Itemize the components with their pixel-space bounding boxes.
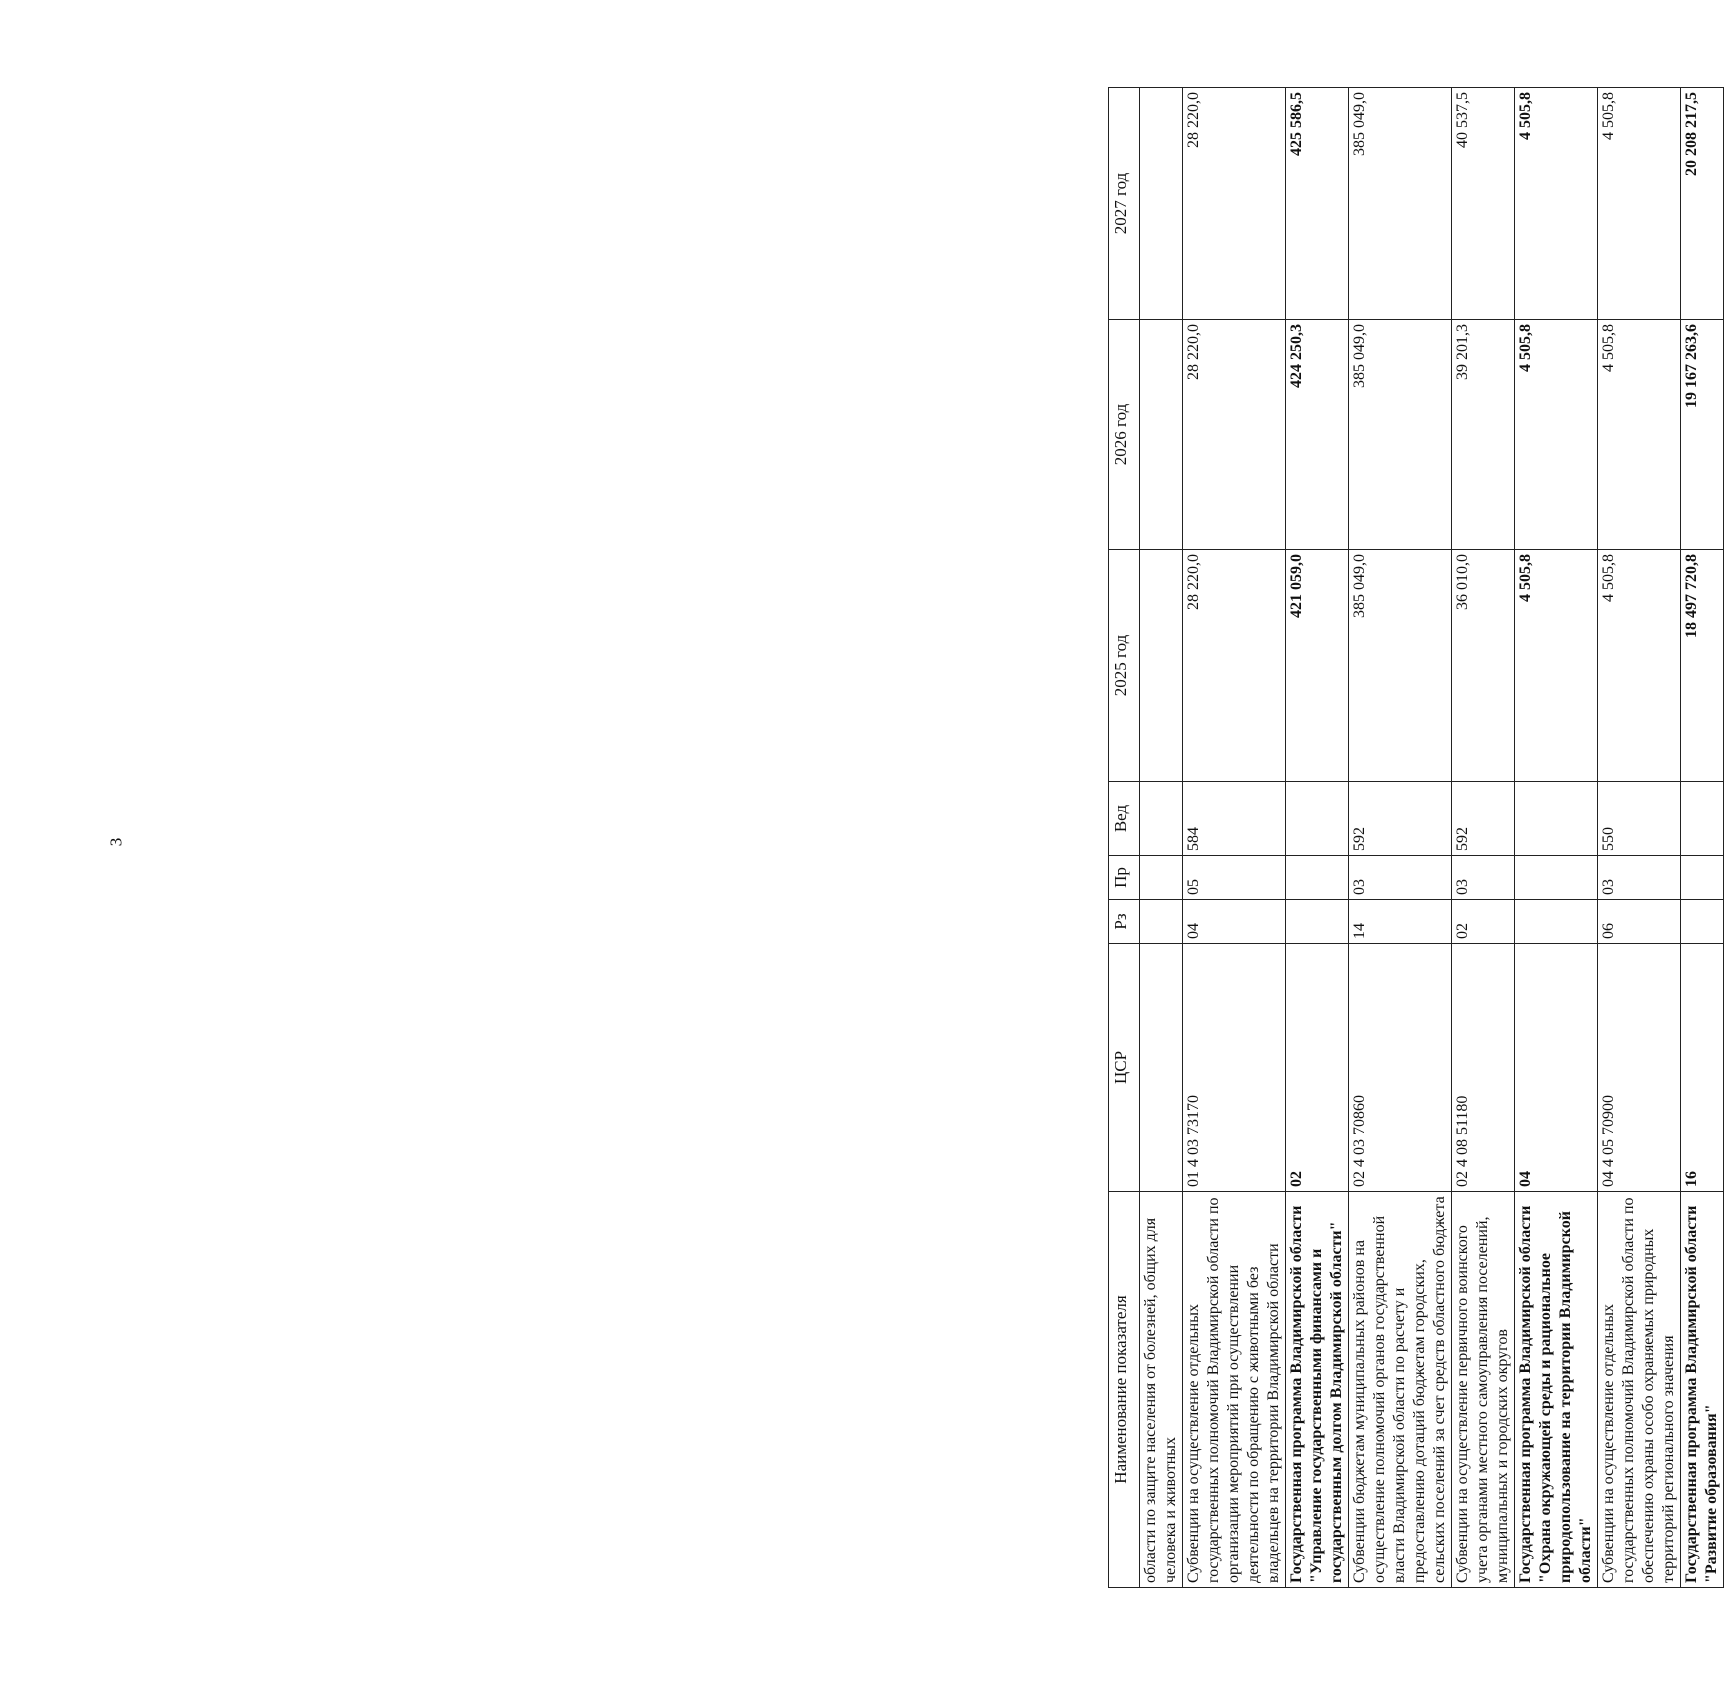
column-header-csr: ЦСР bbox=[1109, 944, 1140, 1192]
table-row bbox=[1183, 88, 1286, 1588]
cell-csr: 04 4 05 70900 bbox=[1598, 944, 1681, 1192]
cell-2025 bbox=[1140, 550, 1183, 782]
cell-csr: 16 bbox=[1681, 944, 1724, 1192]
cell-2027: 20 208 217,5 bbox=[1681, 88, 1724, 320]
cell-pr bbox=[1286, 856, 1349, 900]
cell-2025: 18 497 720,8 bbox=[1681, 550, 1724, 782]
cell-2025: 421 059,0 bbox=[1286, 550, 1349, 782]
budget-table bbox=[1108, 87, 1724, 1588]
table-row bbox=[1598, 88, 1681, 1588]
table-row bbox=[1452, 88, 1515, 1588]
budget-table-wrapper bbox=[1108, 88, 1724, 1588]
cell-rz bbox=[1681, 900, 1724, 944]
table-row-program bbox=[1681, 88, 1724, 1588]
cell-ved bbox=[1286, 782, 1349, 856]
column-header-pr: Пр bbox=[1109, 856, 1140, 900]
cell-2025: 36 010,0 bbox=[1452, 550, 1515, 782]
cell-2027: 40 537,5 bbox=[1452, 88, 1515, 320]
table-row bbox=[1140, 88, 1183, 1588]
cell-2027: 28 220,0 bbox=[1183, 88, 1286, 320]
cell-2026: 28 220,0 bbox=[1183, 320, 1286, 550]
column-header-2025: 2025 год bbox=[1109, 550, 1140, 782]
cell-ved bbox=[1515, 782, 1598, 856]
cell-ved bbox=[1140, 782, 1183, 856]
cell-pr bbox=[1681, 856, 1724, 900]
table-row bbox=[1349, 88, 1452, 1588]
cell-2026: 19 167 263,6 bbox=[1681, 320, 1724, 550]
cell-rz: 14 bbox=[1349, 900, 1452, 944]
cell-pr bbox=[1140, 856, 1183, 900]
cell-csr bbox=[1140, 944, 1183, 1192]
cell-rz bbox=[1140, 900, 1183, 944]
cell-ved: 550 bbox=[1598, 782, 1681, 856]
cell-2026 bbox=[1140, 320, 1183, 550]
cell-2027: 4 505,8 bbox=[1515, 88, 1598, 320]
cell-2026: 4 505,8 bbox=[1598, 320, 1681, 550]
cell-name: Субвенции на осуществление отдельных государственных полномочий Владимирской области по организации мероприятий при осуществлении деятельности по обращению с животными без владельцев на территории Владимирской области bbox=[1183, 1192, 1286, 1588]
cell-ved: 592 bbox=[1452, 782, 1515, 856]
cell-csr: 01 4 03 73170 bbox=[1183, 944, 1286, 1192]
page-number: 3 bbox=[106, 837, 126, 847]
table-row-program bbox=[1515, 88, 1598, 1588]
cell-2026: 39 201,3 bbox=[1452, 320, 1515, 550]
cell-2027: 4 505,8 bbox=[1598, 88, 1681, 320]
cell-2027: 425 586,5 bbox=[1286, 88, 1349, 320]
cell-ved: 584 bbox=[1183, 782, 1286, 856]
cell-name: Субвенции на осуществление первичного воинского учета органами местного самоуправления поселений, муниципальных и городских округов bbox=[1452, 1192, 1515, 1588]
cell-ved bbox=[1681, 782, 1724, 856]
cell-2026: 4 505,8 bbox=[1515, 320, 1598, 550]
cell-name: области по защите населения от болезней, общих для человека и животных bbox=[1140, 1192, 1183, 1588]
column-header-2027: 2027 год bbox=[1109, 88, 1140, 320]
cell-pr: 03 bbox=[1349, 856, 1452, 900]
cell-2025: 385 049,0 bbox=[1349, 550, 1452, 782]
cell-2026: 424 250,3 bbox=[1286, 320, 1349, 550]
cell-name: Субвенции на осуществление отдельных государственных полномочий Владимирской области по обеспечению охраны особо охраняемых природных территорий регионального значения bbox=[1598, 1192, 1681, 1588]
cell-csr: 02 4 03 70860 bbox=[1349, 944, 1452, 1192]
cell-2025: 4 505,8 bbox=[1515, 550, 1598, 782]
cell-csr: 02 bbox=[1286, 944, 1349, 1192]
cell-rz: 04 bbox=[1183, 900, 1286, 944]
cell-name: Государственная программа Владимирской области "Управление государственными финансами и государственным долгом Владимирской области" bbox=[1286, 1192, 1349, 1588]
cell-2026: 385 049,0 bbox=[1349, 320, 1452, 550]
cell-pr: 03 bbox=[1598, 856, 1681, 900]
table-header-row bbox=[1109, 88, 1140, 1588]
column-header-rz: Рз bbox=[1109, 900, 1140, 944]
cell-name: Субвенции бюджетам муниципальных районов на осуществление полномочий органов государственной власти Владимирской области по расчету и предоставлению дотаций бюджетам городских, сельских поселений за счет средств областного бюджета bbox=[1349, 1192, 1452, 1588]
cell-ved: 592 bbox=[1349, 782, 1452, 856]
cell-rz: 02 bbox=[1452, 900, 1515, 944]
cell-rz: 06 bbox=[1598, 900, 1681, 944]
cell-2025: 28 220,0 bbox=[1183, 550, 1286, 782]
cell-2027 bbox=[1140, 88, 1183, 320]
column-header-ved: Вед bbox=[1109, 782, 1140, 856]
cell-csr: 04 bbox=[1515, 944, 1598, 1192]
column-header-name: Наименование показателя bbox=[1109, 1192, 1140, 1588]
cell-name: Государственная программа Владимирской области "Охрана окружающей среды и рациональное природопользование на территории Владимирской области" bbox=[1515, 1192, 1598, 1588]
cell-name: Государственная программа Владимирской области "Развитие образования" bbox=[1681, 1192, 1724, 1588]
cell-2025: 4 505,8 bbox=[1598, 550, 1681, 782]
cell-pr bbox=[1515, 856, 1598, 900]
cell-rz bbox=[1515, 900, 1598, 944]
cell-csr: 02 4 08 51180 bbox=[1452, 944, 1515, 1192]
cell-pr: 03 bbox=[1452, 856, 1515, 900]
cell-rz bbox=[1286, 900, 1349, 944]
cell-pr: 05 bbox=[1183, 856, 1286, 900]
cell-2027: 385 049,0 bbox=[1349, 88, 1452, 320]
column-header-2026: 2026 год bbox=[1109, 320, 1140, 550]
table-row-program bbox=[1286, 88, 1349, 1588]
